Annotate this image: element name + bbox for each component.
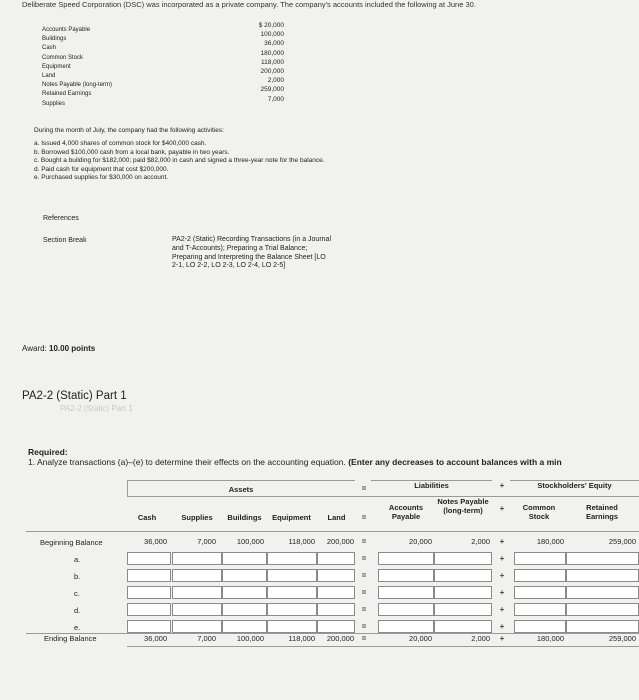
input-land-a[interactable] [317, 552, 355, 565]
ending-equipment: 118,000 [288, 634, 315, 643]
ending-common-stock: 180,000 [536, 634, 564, 643]
input-supplies-e[interactable] [172, 620, 222, 633]
row-label-b: b. [74, 572, 81, 581]
input-notes-payable-b[interactable] [434, 569, 492, 582]
beginning-common-stock: 180,000 [536, 537, 564, 546]
account-label: Common Stock [42, 54, 84, 61]
activity-item: a. Issued 4,000 shares of common stock for $400,000 cash. [34, 140, 207, 147]
required-text [28, 457, 562, 467]
col-retained-earnings: Retained Earnings [585, 503, 619, 521]
input-retained-earnings-a[interactable] [566, 552, 639, 565]
account-value: 7,000 [267, 95, 284, 103]
account-values [200, 21, 284, 104]
account-value: 36,000 [264, 40, 284, 48]
beginning-supplies: 7,000 [197, 537, 216, 546]
row-label-beginning: Beginning Balance [40, 538, 103, 547]
ending-accounts-payable: 20,000 [409, 634, 432, 643]
plus-sign: + [499, 605, 505, 614]
equals-sign: = [361, 622, 367, 631]
input-accounts-payable-d[interactable] [378, 603, 434, 616]
equals-sign: = [361, 588, 367, 597]
ending-retained-earnings: 259,000 [608, 634, 636, 643]
account-value: $ 20,000 [258, 22, 284, 29]
beginning-equipment: 118,000 [288, 537, 315, 546]
input-cash-e[interactable] [127, 620, 171, 633]
col-cash: Cash [137, 513, 157, 522]
input-buildings-e[interactable] [222, 620, 267, 633]
assets-header: Assets [228, 485, 254, 494]
part-watermark: PA2-2 (Static) Part 1 [60, 404, 133, 413]
input-buildings-d[interactable] [222, 603, 267, 616]
part-title: PA2-2 (Static) Part 1 [22, 390, 127, 402]
plus-sign: + [499, 504, 505, 513]
input-accounts-payable-c[interactable] [378, 586, 434, 599]
input-equipment-c[interactable] [267, 586, 317, 599]
intro-text: Deliberate Speed Corporation (DSC) was incorporated as a private company. The company's accounts included the following at June 30. [22, 0, 476, 9]
account-value: 180,000 [260, 49, 284, 57]
input-common-stock-a[interactable] [514, 552, 566, 565]
award-points [22, 344, 95, 353]
award-value: 10.00 points [49, 344, 96, 353]
equals-sign: = [361, 484, 367, 493]
col-buildings: Buildings [227, 513, 262, 522]
equals-sign: = [361, 554, 367, 563]
ending-land: 200,000 [326, 634, 354, 643]
ending-buildings: 100,000 [236, 634, 264, 643]
plus-sign: + [499, 481, 505, 490]
input-equipment-a[interactable] [267, 552, 317, 565]
input-common-stock-e[interactable] [514, 620, 566, 633]
input-land-c[interactable] [317, 586, 355, 599]
account-label: Land [42, 73, 56, 80]
plus-sign: + [499, 622, 505, 631]
account-labels [42, 26, 112, 109]
plus-sign: + [499, 571, 505, 580]
award-label: Award: [22, 344, 47, 353]
beginning-accounts-payable: 20,000 [409, 537, 432, 546]
input-notes-payable-e[interactable] [434, 620, 492, 633]
input-cash-b[interactable] [127, 569, 171, 582]
liabilities-header: Liabilities [414, 481, 449, 490]
references-link[interactable]: References [43, 215, 79, 222]
col-accounts-payable: Accounts Payable [388, 503, 424, 521]
account-value: 2,000 [267, 77, 284, 85]
input-buildings-b[interactable] [222, 569, 267, 582]
input-cash-c[interactable] [127, 586, 171, 599]
input-cash-d[interactable] [127, 603, 171, 616]
account-value: 200,000 [260, 68, 284, 76]
input-buildings-c[interactable] [222, 586, 267, 599]
required-instruction: 1. Analyze transactions (a)–(e) to determine their effects on the accounting equation. [28, 457, 346, 467]
equals-sign: = [361, 605, 367, 614]
account-label: Retained Earnings [42, 91, 92, 98]
account-label: Notes Payable (long-term) [42, 82, 113, 89]
col-supplies: Supplies [181, 513, 213, 522]
activity-list [34, 140, 325, 183]
row-label-a: a. [74, 555, 81, 564]
input-common-stock-c[interactable] [514, 586, 566, 599]
input-notes-payable-c[interactable] [434, 586, 492, 599]
account-value: 100,000 [260, 31, 284, 39]
input-land-b[interactable] [317, 569, 355, 582]
input-supplies-b[interactable] [172, 569, 222, 582]
equals-sign: = [361, 571, 367, 580]
input-equipment-d[interactable] [267, 603, 317, 616]
row-label-c: c. [74, 589, 80, 598]
input-land-e[interactable] [317, 620, 355, 633]
required-note: (Enter any decreases to account balances with a min [348, 457, 562, 467]
beginning-buildings: 100,000 [236, 537, 264, 546]
input-retained-earnings-d[interactable] [566, 603, 639, 616]
input-retained-earnings-c[interactable] [566, 586, 639, 599]
section-description: PA2-2 (Static) Recording Transactions (in a Journal and T-Accounts); Preparing a Trial Balance; Preparing and Interpreting the Balance Sheet [LO 2-1, LO 2-2, LO 2-3, LO 2-4, LO 2-5] [172, 236, 331, 270]
equals-sign: = [361, 634, 367, 643]
beginning-land: 200,000 [326, 537, 354, 546]
input-buildings-a[interactable] [222, 552, 267, 565]
input-supplies-c[interactable] [172, 586, 222, 599]
row-label-e: e. [74, 623, 81, 632]
accounting-equation-table [26, 476, 639, 700]
input-accounts-payable-b[interactable] [378, 569, 434, 582]
input-accounts-payable-e[interactable] [378, 620, 434, 633]
input-supplies-d[interactable] [172, 603, 222, 616]
account-label: Buildings [42, 36, 67, 43]
equals-sign: = [361, 537, 367, 546]
account-value: 118,000 [260, 58, 284, 66]
section-break-label: Section Break [43, 237, 87, 244]
beginning-cash: 36,000 [144, 537, 167, 546]
activities-heading: During the month of July, the company had the following activities: [34, 127, 224, 134]
activity-item: e. Purchased supplies for $30,000 on account. [34, 174, 169, 182]
col-land: Land [327, 513, 346, 522]
input-retained-earnings-e[interactable] [566, 620, 639, 633]
activity-item: d. Paid cash for equipment that cost $200,000. [34, 165, 169, 173]
plus-sign: + [499, 588, 505, 597]
col-equipment: Equipment [272, 513, 311, 522]
plus-sign: + [499, 554, 505, 563]
ending-supplies: 7,000 [197, 634, 216, 643]
col-notes-payable: Notes Payable (long-term) [437, 497, 489, 515]
row-label-d: d. [74, 606, 81, 615]
input-supplies-a[interactable] [172, 552, 222, 565]
account-label: Cash [42, 45, 57, 52]
input-notes-payable-a[interactable] [434, 552, 492, 565]
equity-header: Stockholders' Equity [537, 481, 612, 490]
input-common-stock-b[interactable] [514, 569, 566, 582]
input-equipment-b[interactable] [267, 569, 317, 582]
plus-sign: + [499, 634, 505, 643]
activity-item: b. Borrowed $100,000 cash from a local bank, payable in two years. [34, 148, 230, 156]
required-heading: Required: [28, 447, 68, 457]
input-notes-payable-d[interactable] [434, 603, 492, 616]
account-value: 259,000 [260, 86, 284, 94]
input-common-stock-d[interactable] [514, 603, 566, 616]
ending-cash: 36,000 [144, 634, 167, 643]
beginning-retained-earnings: 259,000 [608, 537, 636, 546]
row-label-ending: Ending Balance [44, 634, 97, 643]
plus-sign: + [499, 537, 505, 546]
input-land-d[interactable] [317, 603, 355, 616]
account-label: Equipment [42, 63, 71, 70]
input-cash-a[interactable] [127, 552, 171, 565]
input-equipment-e[interactable] [267, 620, 317, 633]
equals-sign: = [361, 513, 367, 522]
account-label: Supplies [42, 100, 66, 107]
input-accounts-payable-a[interactable] [378, 552, 434, 565]
activity-item: c. Bought a building for $182,000; paid $82,000 in cash and signed a three-year note for the balance. [34, 157, 325, 165]
input-retained-earnings-b[interactable] [566, 569, 639, 582]
col-common-stock: Common Stock [522, 503, 556, 521]
ending-notes-payable: 2,000 [471, 634, 490, 643]
account-label: Accounts Payable [42, 27, 91, 33]
beginning-notes-payable: 2,000 [471, 537, 490, 546]
